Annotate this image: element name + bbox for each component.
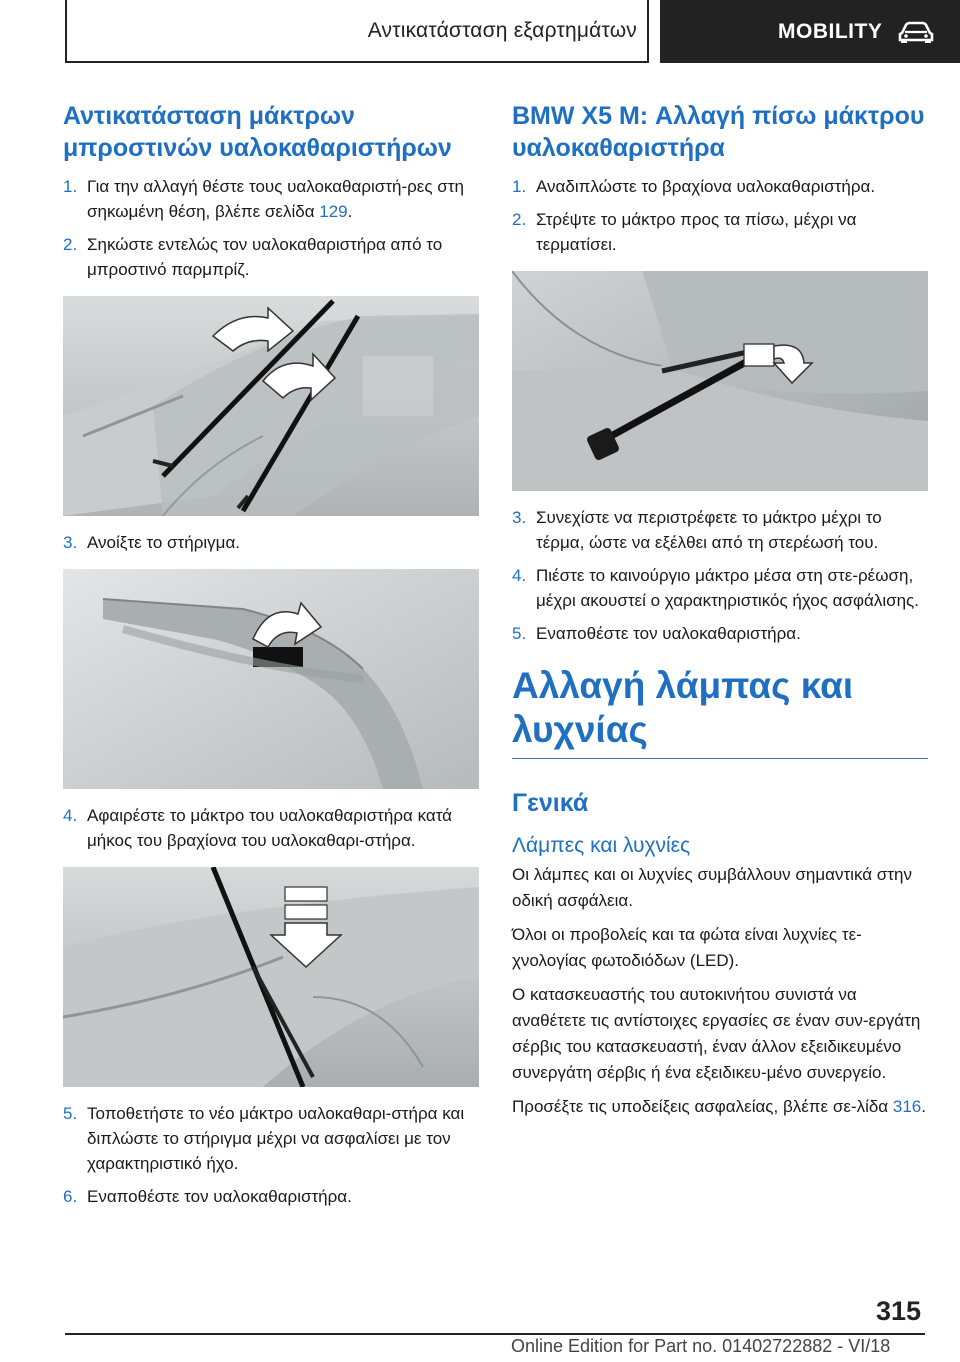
- step-number: 2.: [512, 210, 527, 229]
- left-step-5: [63, 1101, 479, 1176]
- page-link-316[interactable]: 316: [892, 1097, 922, 1116]
- step-text: Σηκώστε εντελώς τον υαλοκαθαριστήρα από το μπροστινό παρμπρίζ.: [87, 235, 443, 279]
- left-step-1: [63, 174, 479, 224]
- step-number: 1.: [63, 177, 78, 196]
- step-number: 3.: [63, 533, 78, 552]
- step-number: 4.: [512, 566, 527, 585]
- step-number: 5.: [512, 624, 527, 643]
- step-number: 2.: [63, 235, 78, 254]
- header-section-box: [660, 0, 960, 63]
- figure-front-wipers-raised: [63, 296, 479, 516]
- left-steps-d: [63, 1101, 479, 1209]
- step-text: Αφαιρέστε το μάκτρο του υαλοκαθαριστήρα κατά μήκος του βραχίονα του υαλοκαθαρι-στήρα.: [87, 806, 452, 850]
- header-chapter-title: Αντικατάσταση εξαρτημάτων: [367, 18, 637, 42]
- lamps-subtitle: Λάμπες και λυχνίες: [512, 834, 691, 857]
- left-steps-b: [63, 530, 479, 555]
- lamp-section-title: Αλλαγή λάμπας και λυχνίας: [512, 664, 928, 759]
- step-text: Πιέστε το καινούργιο μάκτρο μέσα στη στε-ρέωση, μέχρι ακουστεί ο χαρακτηριστικός ήχος ασφάλισης.: [536, 566, 919, 610]
- left-step-4: [63, 803, 479, 853]
- paragraph-4-text: Προσέξτε τις υποδείξεις ασφαλείας, βλέπε σε-λίδα: [512, 1097, 893, 1116]
- right-column: [512, 100, 928, 1128]
- figure-rear-wiper: [512, 271, 928, 491]
- step-text: Συνεχίστε να περιστρέφετε το μάκτρο μέχρι το τέρμα, ώστε να εξέλθει από τη στερέωσή του.: [536, 508, 882, 552]
- right-step-2: [512, 207, 928, 257]
- step-text-body: Για την αλλαγή θέστε τους υαλοκαθαριστή-ρες στη σηκωμένη θέση, βλέπε σελίδα: [87, 177, 464, 221]
- step-text: Τοποθετήστε το νέο μάκτρο υαλοκαθαρι-στήρα και διπλώστε το στήριγμα μέχρι να ασφαλίσει με τον χαρακτηριστικό ήχο.: [87, 1104, 465, 1173]
- step-number: 3.: [512, 508, 527, 527]
- left-steps-a: [63, 174, 479, 282]
- left-column: [63, 100, 479, 1217]
- paragraph-2: Όλοι οι προβολείς και τα φώτα είναι λυχνίες τε-χνολογίας φωτοδιόδων (LED).: [512, 925, 862, 970]
- figure-new-wiper-blade: [63, 867, 479, 1087]
- step-text: Εναποθέστε τον υαλοκαθαριστήρα.: [536, 624, 801, 643]
- step-text-end: .: [347, 202, 353, 221]
- page-number: 315: [876, 1296, 922, 1326]
- paragraph-4: [512, 1094, 928, 1120]
- right-step-5: [512, 621, 928, 646]
- step-text: [87, 174, 479, 224]
- left-section-title: Αντικατάσταση μάκτρων μπροστινών υαλοκαθαριστήρων: [63, 102, 452, 162]
- car-icon: [896, 20, 936, 44]
- header-chapter-box: [65, 0, 649, 63]
- right-steps-a: [512, 174, 928, 257]
- left-step-2: [63, 232, 479, 282]
- left-steps-c: [63, 803, 479, 853]
- step-text: Ανοίξτε το στήριγμα.: [87, 533, 240, 552]
- left-step-3: [63, 530, 479, 555]
- right-step-1: [512, 174, 928, 199]
- step-number: 4.: [63, 806, 78, 825]
- step-number: 1.: [512, 177, 527, 196]
- right-step-3: [512, 505, 928, 555]
- paragraph-4-end: .: [921, 1097, 926, 1116]
- footer-divider: [65, 1333, 925, 1335]
- paragraph-1: Οι λάμπες και οι λυχνίες συμβάλλουν σημαντικά στην οδική ασφάλεια.: [512, 865, 912, 910]
- footer-edition: Online Edition for Part no. 01402722882 - VI/18: [511, 1336, 891, 1356]
- page-link-129[interactable]: 129: [319, 202, 348, 221]
- right-step-4: [512, 563, 928, 613]
- header-section-title: MOBILITY: [778, 19, 883, 43]
- step-number: 6.: [63, 1187, 78, 1206]
- right-steps-b: [512, 505, 928, 646]
- left-step-6: [63, 1184, 479, 1209]
- right-section-title: BMW X5 M: Αλλαγή πίσω μάκτρου υαλοκαθαριστήρα: [512, 102, 925, 162]
- figure-wiper-bracket: [63, 569, 479, 789]
- step-text: Εναποθέστε τον υαλοκαθαριστήρα.: [87, 1187, 352, 1206]
- paragraph-3: Ο κατασκευαστής του αυτοκινήτου συνιστά να αναθέτετε τις αντίστοιχες εργασίες σε έναν συν-εργάτη σέρβις του κατασκευαστή, έναν άλλον εξειδικευμένο συνεργάτη σέρβις ή ένα εξειδικευ-μένο συνεργείο.: [512, 985, 921, 1082]
- step-text: Στρέψτε το μάκτρο προς τα πίσω, μέχρι να τερματίσει.: [536, 210, 857, 254]
- general-subtitle: Γενικά: [512, 789, 589, 817]
- step-text: Αναδιπλώστε το βραχίονα υαλοκαθαριστήρα.: [536, 177, 876, 196]
- step-number: 5.: [63, 1104, 78, 1123]
